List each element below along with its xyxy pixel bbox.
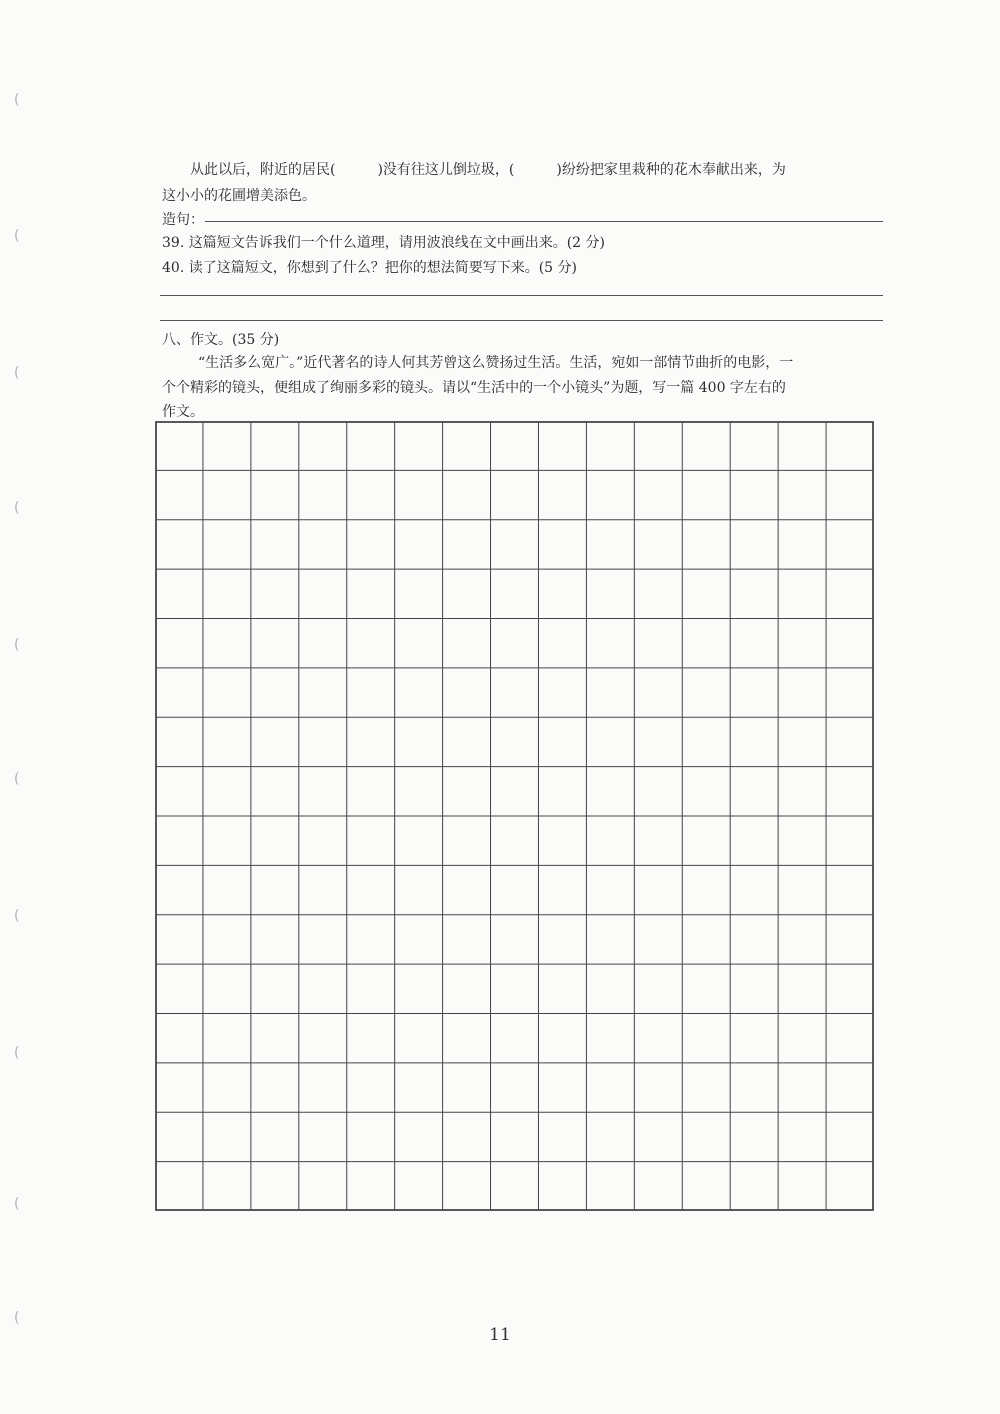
writing-grid-svg[interactable] — [155, 421, 874, 1211]
binding-mark: ( — [14, 500, 20, 516]
sentence-making-label: 造句： — [162, 212, 204, 228]
binding-mark: ( — [14, 637, 20, 653]
question-40: 40. 读了这篇短文，你想到了什么？把你的想法简要写下来。(5 分) — [162, 260, 577, 276]
binding-mark: ( — [14, 365, 20, 381]
passage-text: 从此以后，附近的居民( — [190, 162, 336, 178]
binding-mark: ( — [14, 1196, 20, 1212]
question-39: 39. 这篇短文告诉我们一个什么道理，请用波浪线在文中画出来。(2 分) — [162, 235, 605, 251]
passage-line-1 — [190, 160, 786, 180]
passage-line-2: 这小小的花圃增美添色。 — [162, 188, 316, 204]
binding-mark: ( — [14, 771, 20, 787]
binding-mark: ( — [14, 1045, 20, 1061]
passage-text: )纷纷把家里栽种的花木奉献出来，为 — [556, 162, 786, 178]
answer-line[interactable] — [160, 295, 883, 296]
binding-mark: ( — [14, 92, 20, 108]
essay-writing-grid[interactable] — [155, 421, 874, 1211]
essay-prompt-line-1: “生活多么宽广。”近代著名的诗人何其芳曾这么赞扬过生活。生活，宛如一部情节曲折的电影，一 — [198, 355, 794, 371]
passage-text: )没有往这儿倒垃圾，( — [377, 162, 515, 178]
answer-line[interactable] — [160, 320, 883, 321]
binding-mark: ( — [14, 228, 20, 244]
essay-prompt-line-2: 个个精彩的镜头，便组成了绚丽多彩的镜头。请以“生活中的一个小镜头”为题，写一篇 400 字左右的 — [162, 380, 786, 396]
essay-heading: 八、作文。(35 分) — [162, 332, 280, 348]
binding-mark: ( — [14, 908, 20, 924]
essay-prompt-line-3: 作文。 — [162, 404, 204, 420]
page-number: 11 — [489, 1325, 511, 1345]
answer-line[interactable] — [205, 221, 883, 222]
binding-mark: ( — [14, 1310, 20, 1326]
